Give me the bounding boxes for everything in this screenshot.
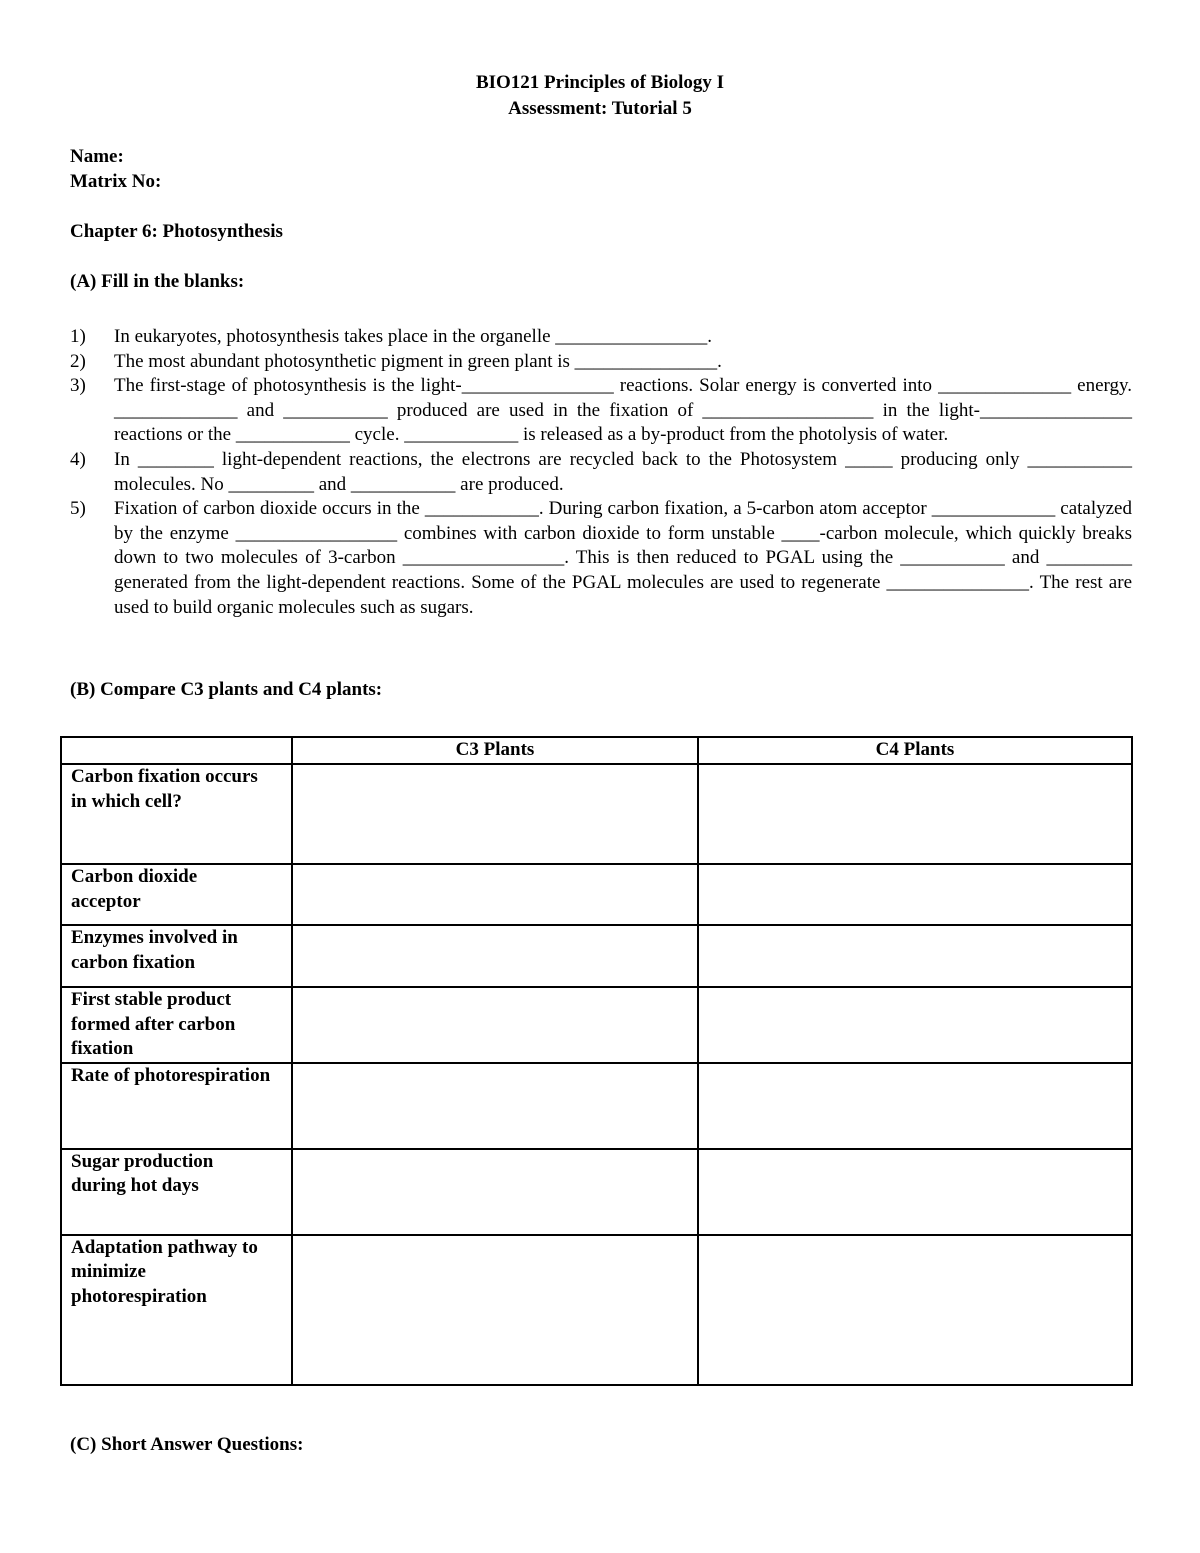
- row-label: Sugar production during hot days: [61, 1149, 292, 1235]
- question-number: 2): [70, 350, 86, 372]
- matrix-label: Matrix No:: [70, 171, 162, 192]
- question-item: [70, 350, 1132, 375]
- question-text: Fixation of carbon dioxide occurs in the ____________. During carbon fixation, a 5-carbon atom acceptor _____________ catalyzed by the enzyme _________________ combines with carbon dioxide to form unstable ____-carbon molecule, which quickly breaks down to two molecules of 3-carbon _________________. This is then reduced to PGAL using the ___________ and _________ generated from the light-dependent reactions. Some of the PGAL molecules are used to regenerate _______________. The rest are used to build organic molecules such as sugars.: [114, 498, 1132, 618]
- c3-answer-cell[interactable]: [292, 1149, 698, 1235]
- table-header-row: [61, 737, 1132, 764]
- c3-answer-cell[interactable]: [292, 1063, 698, 1149]
- question-number: 3): [70, 375, 86, 397]
- c4-answer-cell[interactable]: [698, 1235, 1132, 1385]
- question-text: In eukaryotes, photosynthesis takes place in the organelle ________________.: [114, 326, 713, 347]
- name-label: Name:: [70, 146, 124, 167]
- c3-answer-cell[interactable]: [292, 925, 698, 987]
- row-label: Rate of photorespiration: [61, 1063, 292, 1149]
- table-row: [61, 764, 1132, 864]
- comparison-table: [60, 736, 1133, 1386]
- c4-answer-cell[interactable]: [698, 987, 1132, 1063]
- c4-answer-cell[interactable]: [698, 1149, 1132, 1235]
- c4-answer-cell[interactable]: [698, 764, 1132, 864]
- table-row: [61, 987, 1132, 1063]
- question-text: The first-stage of photosynthesis is the light-________________ reactions. Solar energy is converted into ______________ energy. _____________ and ___________ produced are used in the fixation of __________________ in the light-________________ reactions or the ____________ cycle. ____________ is released as a by-product from the photolysis of water.: [114, 375, 1132, 446]
- row-label: Carbon dioxide acceptor: [61, 864, 292, 925]
- row-label: Carbon fixation occurs in which cell?: [61, 764, 292, 864]
- section-c-heading: (C) Short Answer Questions:: [70, 1434, 304, 1455]
- question-number: 5): [70, 498, 86, 520]
- table-header-c4: C4 Plants: [698, 737, 1132, 764]
- table-row: [61, 1149, 1132, 1235]
- question-item: [70, 497, 1132, 620]
- c3-answer-cell[interactable]: [292, 764, 698, 864]
- c4-answer-cell[interactable]: [698, 864, 1132, 925]
- c4-answer-cell[interactable]: [698, 925, 1132, 987]
- section-a-heading: (A) Fill in the blanks:: [70, 271, 245, 292]
- c4-answer-cell[interactable]: [698, 1063, 1132, 1149]
- document-header: [0, 70, 1200, 122]
- c3-answer-cell[interactable]: [292, 987, 698, 1063]
- assessment-title: Assessment: Tutorial 5: [508, 98, 692, 119]
- row-label: First stable product formed after carbon fixation: [61, 987, 292, 1063]
- table-row: [61, 1063, 1132, 1149]
- table-row: [61, 864, 1132, 925]
- question-item: [70, 448, 1132, 497]
- c3-answer-cell[interactable]: [292, 864, 698, 925]
- fill-in-questions: [70, 325, 1132, 620]
- section-b-heading: (B) Compare C3 plants and C4 plants:: [70, 679, 383, 700]
- table-header-c3: C3 Plants: [292, 737, 698, 764]
- question-item: [70, 374, 1132, 448]
- question-text: The most abundant photosynthetic pigment in green plant is _______________.: [114, 350, 722, 372]
- table-row: [61, 925, 1132, 987]
- question-item: [70, 325, 1132, 350]
- row-label: Adaptation pathway to minimize photorespiration: [61, 1235, 292, 1385]
- question-number: 1): [70, 326, 86, 347]
- table-header-blank: [61, 737, 292, 764]
- question-text: In ________ light-dependent reactions, the electrons are recycled back to the Photosystem _____ producing only ___________ molecules. No _________ and ___________ are produced.: [114, 448, 1132, 495]
- row-label: Enzymes involved in carbon fixation: [61, 925, 292, 987]
- c3-answer-cell[interactable]: [292, 1235, 698, 1385]
- chapter-title: Chapter 6: Photosynthesis: [70, 221, 283, 242]
- question-number: 4): [70, 448, 86, 470]
- table-row: [61, 1235, 1132, 1385]
- course-title: BIO121 Principles of Biology I: [475, 72, 725, 93]
